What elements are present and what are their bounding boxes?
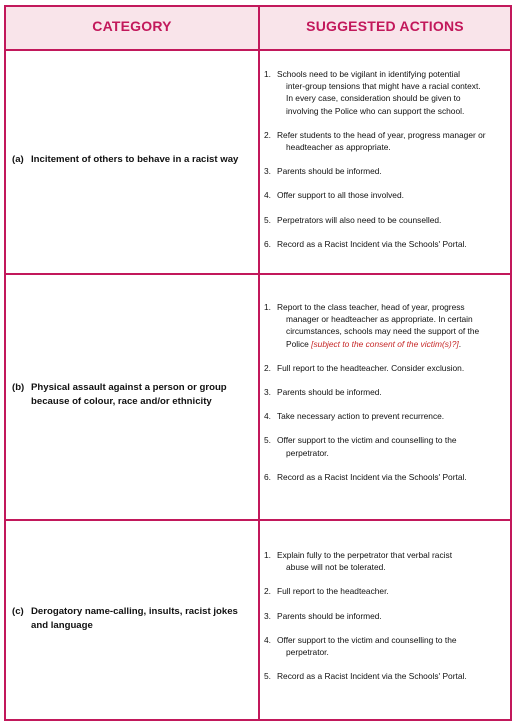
list-item bbox=[264, 434, 508, 458]
item-text: Offer support to all those involved. bbox=[277, 190, 404, 201]
row-divider-1 bbox=[6, 273, 510, 275]
item-text: Offer support to the victim and counselling to the bbox=[277, 634, 457, 645]
item-text: Parents should be informed. bbox=[277, 610, 382, 621]
item-text: Explain fully to the perpetrator that verbal racist bbox=[277, 550, 453, 560]
category-label: (a) bbox=[12, 154, 24, 165]
category-text: Incitement of others to behave in a racist way bbox=[31, 154, 239, 165]
item-text-cont: circumstances, schools may need the support of the bbox=[286, 326, 480, 337]
item-text: Record as a Racist Incident via the Schools' Portal. bbox=[277, 471, 467, 482]
item-text: Parents should be informed. bbox=[277, 166, 382, 177]
item-text-plain: Police bbox=[286, 338, 312, 349]
item-number: 3. bbox=[264, 387, 271, 398]
item-text: Record as a Racist Incident via the Schools' Portal. bbox=[277, 238, 467, 249]
category-text-cont: because of colour, race and/or ethnicity bbox=[31, 396, 212, 407]
list-item bbox=[264, 585, 508, 597]
actions-header: SUGGESTED ACTIONS bbox=[306, 18, 464, 34]
category-header: CATEGORY bbox=[92, 18, 172, 34]
item-text: Perpetrators will also need to be counselled. bbox=[277, 214, 442, 225]
actions-list-a bbox=[264, 68, 508, 262]
item-number: 4. bbox=[264, 634, 271, 645]
item-number: 6. bbox=[264, 238, 271, 249]
category-c bbox=[12, 605, 252, 633]
category-text: Physical assault against a person or group bbox=[31, 382, 227, 393]
item-text: Full report to the headteacher. bbox=[277, 586, 389, 597]
row-divider-2 bbox=[6, 519, 510, 521]
item-number: 4. bbox=[264, 190, 271, 201]
list-item bbox=[264, 670, 508, 682]
item-text: Full report to the headteacher. Consider exclusion. bbox=[277, 362, 465, 373]
item-text: Record as a Racist Incident via the Schools' Portal. bbox=[277, 671, 467, 682]
item-number: 4. bbox=[264, 411, 271, 422]
item-text: Offer support to the victim and counselling to the bbox=[277, 435, 457, 446]
consent-note: [subject to the consent of the victim(s)?] bbox=[311, 338, 459, 349]
item-text: Report to the class teacher, head of year, progress bbox=[277, 302, 465, 312]
item-number: 2. bbox=[264, 129, 271, 140]
category-label: (b) bbox=[12, 382, 25, 393]
item-number: 5. bbox=[264, 435, 271, 446]
list-item bbox=[264, 238, 508, 250]
category-text: Derogatory name-calling, insults, racist jokes bbox=[31, 606, 238, 617]
category-label: (c) bbox=[12, 606, 24, 617]
item-number: 5. bbox=[264, 671, 271, 682]
list-item bbox=[264, 610, 508, 622]
item-text: Schools need to be vigilant in identifying potential bbox=[277, 69, 460, 79]
guidance-table bbox=[4, 5, 512, 721]
item-text: Refer students to the head of year, progress manager or bbox=[277, 129, 486, 140]
item-number: 3. bbox=[264, 610, 271, 621]
actions-list-c bbox=[264, 549, 508, 694]
item-text: Parents should be informed. bbox=[277, 387, 382, 398]
category-a bbox=[12, 153, 252, 167]
list-item bbox=[264, 549, 508, 573]
item-text-cont: abuse will not be tolerated. bbox=[286, 562, 386, 573]
list-item bbox=[264, 214, 508, 226]
list-item bbox=[264, 471, 508, 483]
item-number: 1. bbox=[264, 550, 271, 560]
item-text-cont: manager or headteacher as appropriate. In certain bbox=[286, 314, 473, 325]
list-item bbox=[264, 68, 508, 117]
item-number: 2. bbox=[264, 362, 271, 373]
category-b bbox=[12, 381, 252, 409]
list-item bbox=[264, 386, 508, 398]
list-item bbox=[264, 634, 508, 658]
list-item bbox=[264, 165, 508, 177]
item-number: 1. bbox=[264, 69, 271, 79]
list-item bbox=[264, 362, 508, 374]
list-item bbox=[264, 189, 508, 201]
list-item bbox=[264, 410, 508, 422]
list-item bbox=[264, 129, 508, 153]
item-number: 2. bbox=[264, 586, 271, 597]
actions-list-b bbox=[264, 301, 508, 495]
item-number: 6. bbox=[264, 471, 271, 482]
item-text-cont: headteacher as appropriate. bbox=[286, 142, 391, 153]
item-text-cont: inter-group tensions that might have a racial context. bbox=[286, 81, 481, 92]
category-text-cont: and language bbox=[31, 620, 93, 631]
item-number: 3. bbox=[264, 166, 271, 177]
item-text-cont: In every case, consideration should be given to bbox=[286, 93, 461, 104]
header-divider bbox=[6, 49, 510, 51]
item-text-cont bbox=[277, 338, 508, 350]
item-number: 5. bbox=[264, 214, 271, 225]
item-text: Take necessary action to prevent recurrence. bbox=[277, 411, 445, 422]
item-number: 1. bbox=[264, 302, 271, 312]
item-text-cont: perpetrator. bbox=[286, 447, 329, 458]
item-text-cont: perpetrator. bbox=[286, 647, 329, 658]
item-text-tail: . bbox=[458, 338, 462, 349]
item-text-cont: involving the Police who can support the school. bbox=[286, 105, 465, 116]
column-divider bbox=[258, 7, 260, 719]
list-item bbox=[264, 301, 508, 350]
